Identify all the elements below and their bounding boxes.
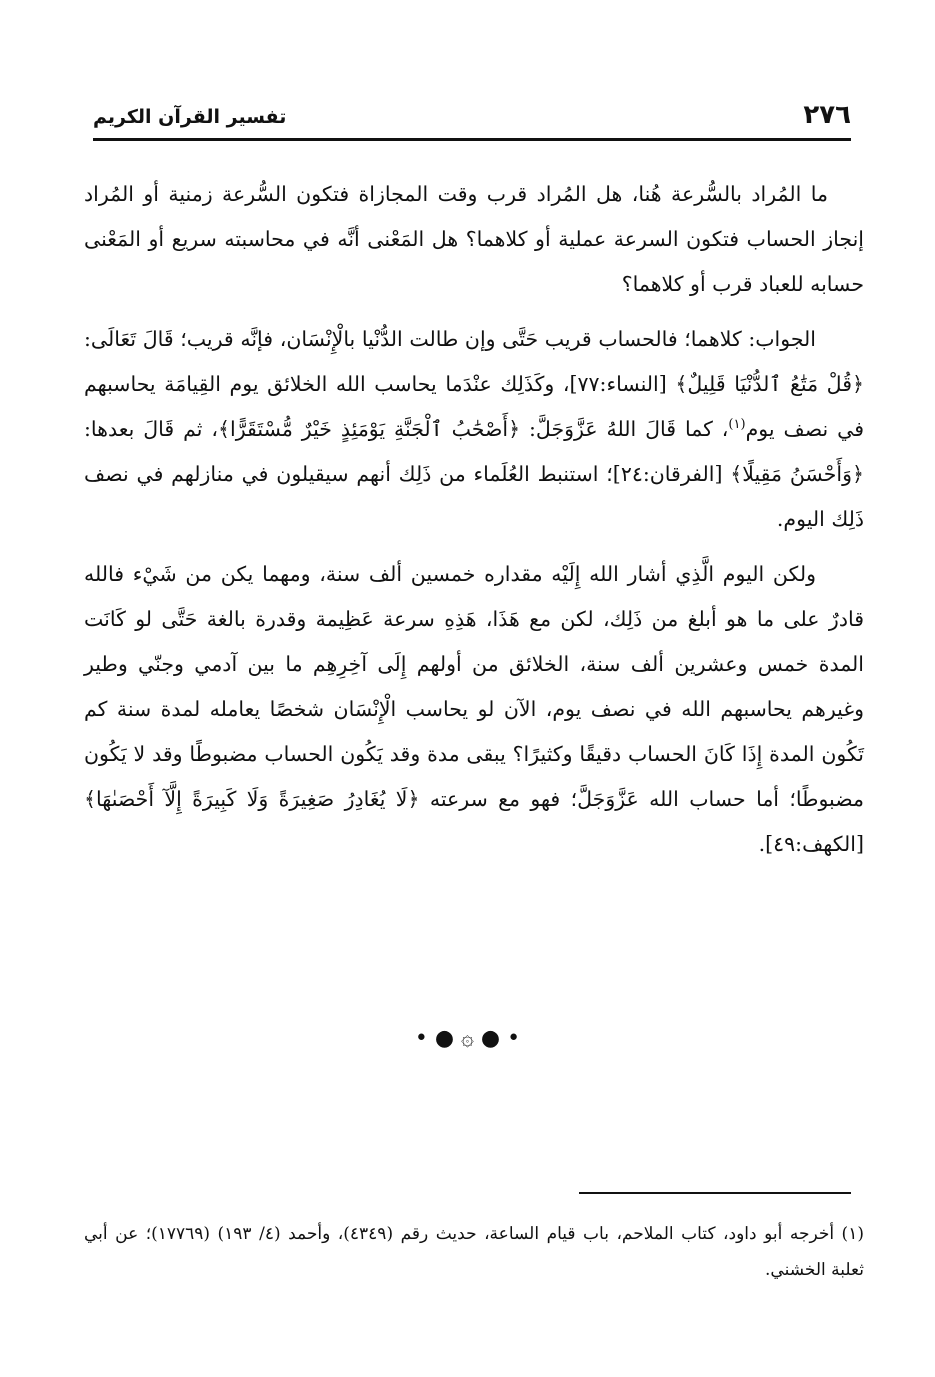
book-title: تفسير القرآن الكريم [93, 106, 287, 128]
main-text [84, 172, 864, 877]
paragraph-question: ما المُراد بالسُّرعة هُنا، هل المُراد قرب وقت المجازاة فتكون السُّرعة زمنية أو المُراد إنجاز الحساب فتكون السرعة عملية أو كلاهما؟ هل المَعْنى أنَّه في محاسبته سريع أو المَعْنى حسابه للعباد قرب أو كلاهما؟ [84, 182, 864, 296]
answer-text-part1: الجواب: كلاهما؛ فالحساب قريب حَتَّى وإن طالت الدُّنْيا بالْإِنْسَان، فإنَّه قريب؛ قَالَ تَعَالَى: ﴿قُلْ مَتَٰعُ ٱلدُّنْيَا قَلِيلٌ﴾ [النساء:٧٧]، وكَذَلِك عنْدَما يحاسب الله الخلائق يوم القِيامَة يحاسبهم في نصف يوم [84, 327, 864, 441]
paragraph-explanation: ولكن اليوم الَّذِي أشار الله إِلَيْه مقداره خمسين ألف سنة، ومهما يكن من شَيْء فالله قادرٌ على ما هو أبلغ من ذَلِك، لكن مع هَذَا، هَذِهِ سرعة عَظِيمة وقدرة بالغة حَتَّى لو كَانَت المدة خمس وعشرين ألف سنة، الخلائق من أولهم إِلَى آخِرِهِم ما بين آدمي وجنّي وطير وغيرهم يحاسبهم الله في نصف يوم، الآن لو يحاسب الْإِنْسَان شخصًا يعامله لمدة سنة كم تَكُون المدة إِذَا كَانَ الحساب دقيقًا وكثيرًا؟ يبقى مدة وقد يَكُون الحساب مضبوطًا وقد لا يَكُون مضبوطًا؛ أما حساب الله عَزَّوَجَلَّ؛ فهو مع سرعته ﴿لَا يُغَادِرُ صَغِيرَةً وَلَا كَبِيرَةً إِلَّآ أَحْصَىٰهَا﴾ [الكهف:٤٩]. [84, 562, 864, 856]
page-number: ٢٧٦ [803, 100, 851, 130]
answer-text-part2: ، كما قَالَ اللهُ عَزَّوَجَلَّ: ﴿أَصْحَٰبُ ٱلْجَنَّةِ يَوْمَئِذٍ خَيْرٌ مُّسْتَقَرًّا﴾، ثم قَالَ بعدها: ﴿وَأَحْسَنُ مَقِيلًا﴾ [الفرقان:٢٤]؛ استنبط العُلَماء من ذَلِك أنهم سيقيلون في منازلهم في نصف ذَلِك اليوم. [84, 417, 864, 531]
footnote-divider [579, 1192, 851, 1194]
footnote-1: (١) أخرجه أبو داود، كتاب الملاحم، باب قيام الساعة، حديث رقم (٤٣٤٩)، وأحمد (٤/ ١٩٣) (١٧٧٦٩)؛ عن أبي ثعلبة الخشني. [84, 1224, 864, 1280]
paragraph-answer [84, 317, 864, 542]
footnotes [84, 1216, 864, 1288]
footnote-reference[interactable]: (١) [728, 417, 746, 433]
section-end-ornament: • ● ۞ ● • [414, 1026, 521, 1051]
running-header [93, 98, 851, 141]
